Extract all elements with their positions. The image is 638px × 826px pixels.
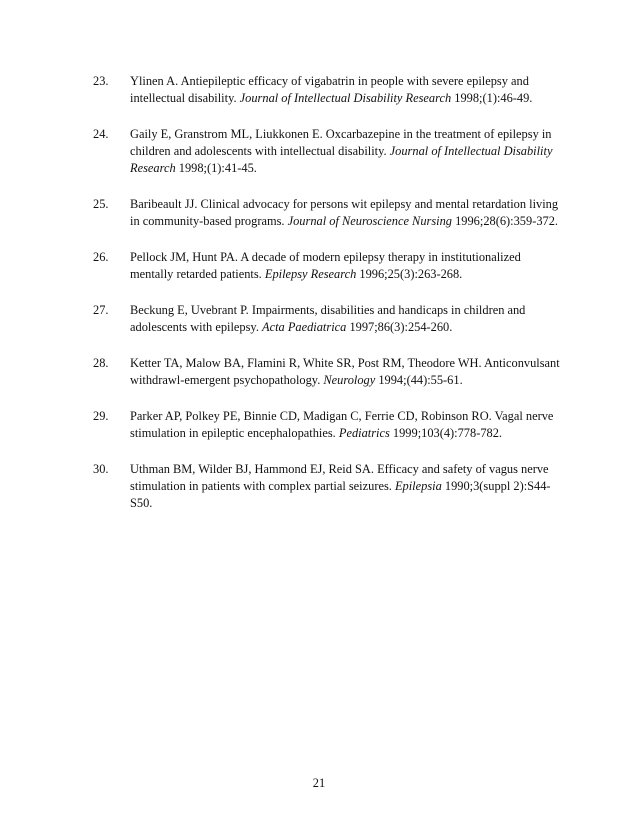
reference-number: 23. <box>93 74 109 88</box>
reference-citation: 1996;28(6):359-372. <box>452 214 558 228</box>
reference-item <box>93 408 563 442</box>
reference-authors-title: Gaily E, Granstrom ML, Liukkonen E. Oxcarbazepine in the treatment of epilepsy in children and adolescents with intellectual disability. <box>130 127 552 158</box>
reference-journal: Epilepsy Research <box>264 267 357 281</box>
reference-text <box>130 73 563 107</box>
reference-text <box>130 126 563 177</box>
reference-number: 24. <box>93 127 109 141</box>
reference-number: 30. <box>93 462 109 476</box>
reference-number: 28. <box>93 356 109 370</box>
reference-text <box>130 461 563 512</box>
reference-journal: Pediatrics <box>338 426 390 440</box>
reference-citation: 1999;103(4):778-782. <box>389 426 503 440</box>
reference-journal: Acta Paediatrica <box>262 320 347 334</box>
reference-list <box>93 73 563 531</box>
reference-item <box>93 126 563 177</box>
reference-text <box>130 408 563 442</box>
reference-authors-title: Ylinen A. Antiepileptic efficacy of vigabatrin in people with severe epilepsy and intellectual disability. <box>130 74 529 105</box>
page-number: 21 <box>312 776 326 790</box>
reference-citation: 1990;3(suppl 2):S44-S50. <box>130 479 551 510</box>
reference-number: 29. <box>93 409 109 423</box>
reference-item <box>93 355 563 389</box>
reference-item <box>93 461 563 512</box>
reference-text <box>130 196 563 230</box>
reference-citation: 1998;(1):46-49. <box>451 91 533 105</box>
reference-item <box>93 249 563 283</box>
reference-journal: Journal of Intellectual Disability Research <box>239 91 452 105</box>
reference-journal: Epilepsia <box>394 479 442 493</box>
reference-text <box>130 249 563 283</box>
reference-authors-title: Parker AP, Polkey PE, Binnie CD, Madigan C, Ferrie CD, Robinson RO. Vagal nerve stimulation in epileptic encephalopathies. <box>130 409 554 440</box>
reference-journal: Neurology <box>323 373 376 387</box>
reference-number: 27. <box>93 303 109 317</box>
reference-number: 25. <box>93 197 109 211</box>
reference-journal: Journal of Intellectual Disability Research <box>130 144 553 175</box>
reference-authors-title: Pellock JM, Hunt PA. A decade of modern epilepsy therapy in institutionalized mentally retarded patients. <box>130 250 521 281</box>
reference-item <box>93 196 563 230</box>
reference-citation: 1997;86(3):254-260. <box>346 320 453 334</box>
reference-item <box>93 302 563 336</box>
reference-number: 26. <box>93 250 109 264</box>
reference-citation: 1996;25(3):263-268. <box>356 267 463 281</box>
reference-authors-title: Beckung E, Uvebrant P. Impairments, disabilities and handicaps in children and adolescents with epilepsy. <box>130 303 526 334</box>
reference-authors-title: Ketter TA, Malow BA, Flamini R, White SR, Post RM, Theodore WH. Anticonvulsant withdrawl-emergent psychopathology. <box>130 356 560 387</box>
reference-text <box>130 302 563 336</box>
reference-journal: Journal of Neuroscience Nursing <box>287 214 452 228</box>
reference-text <box>130 355 563 389</box>
reference-citation: 1994;(44):55-61. <box>375 373 463 387</box>
reference-item <box>93 73 563 107</box>
reference-authors-title: Baribeault JJ. Clinical advocacy for persons wit epilepsy and mental retardation living in community-based programs. <box>130 197 559 228</box>
reference-authors-title: Uthman BM, Wilder BJ, Hammond EJ, Reid SA. Efficacy and safety of vagus nerve stimulation in patients with complex partial seizures. <box>130 462 549 493</box>
reference-citation: 1998;(1):41-45. <box>175 161 257 175</box>
